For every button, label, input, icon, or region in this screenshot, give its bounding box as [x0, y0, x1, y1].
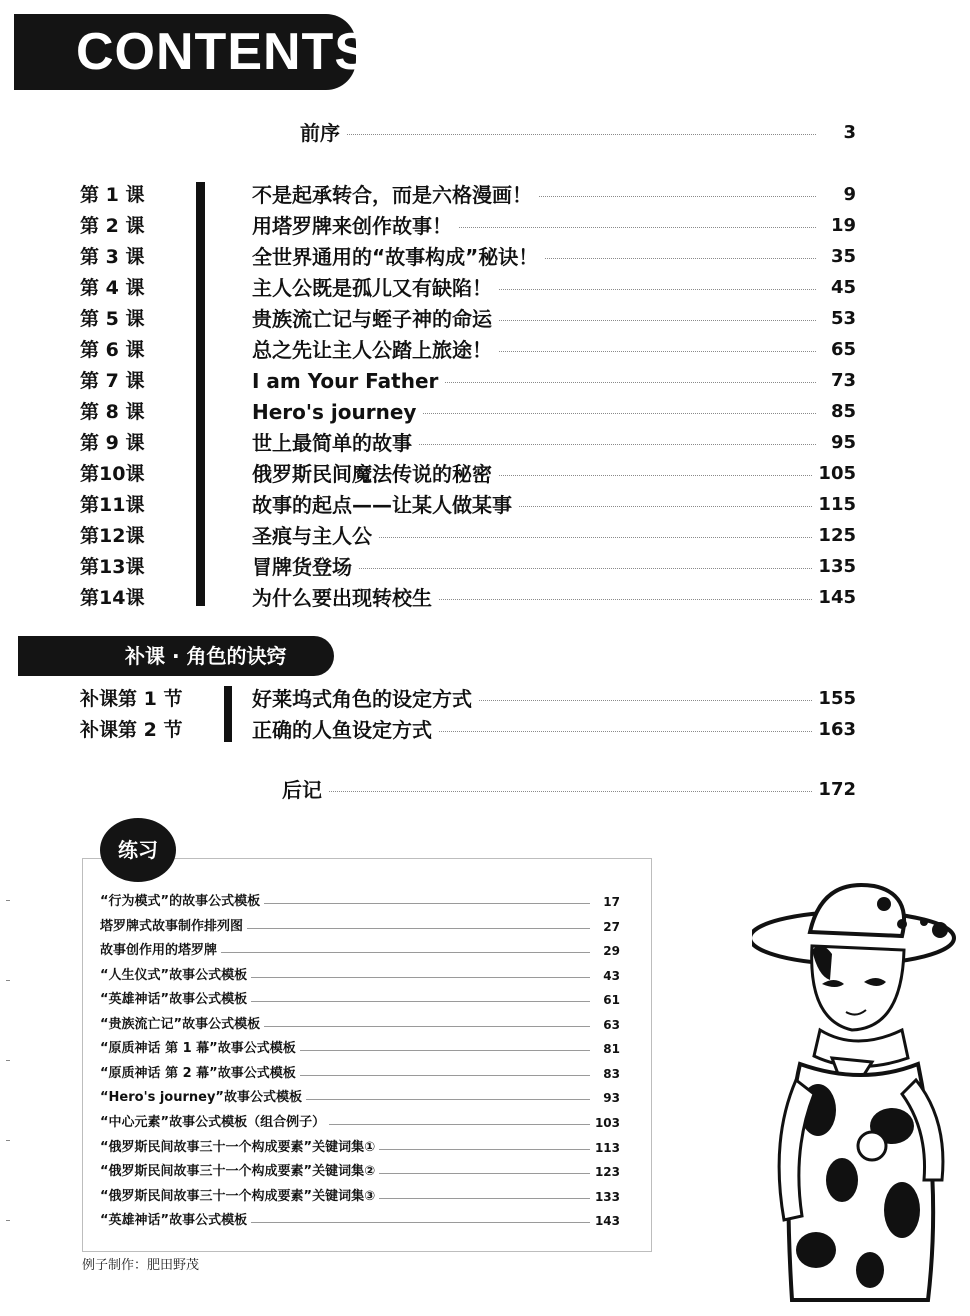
lesson-page: 45 [825, 273, 856, 303]
toc-lesson-row[interactable] [252, 397, 856, 427]
lesson-number: 第13课 [80, 556, 145, 578]
exercise-row[interactable] [100, 1112, 620, 1134]
lesson-number: 第14课 [80, 587, 145, 609]
exercise-title: “人生仪式”故事公式模板 [100, 965, 251, 987]
toc-lesson-row[interactable] [252, 335, 856, 365]
exercise-page: 81 [599, 1038, 620, 1060]
exercise-row[interactable] [100, 1014, 620, 1036]
dotted-leader [300, 134, 816, 135]
exercise-title: “俄罗斯民间故事三十一个构成要素”关键词集③ [100, 1186, 379, 1208]
toc-lesson-row[interactable] [252, 490, 856, 520]
lesson-page: 95 [825, 428, 856, 458]
toc-bonus-row[interactable] [252, 684, 856, 714]
lesson-number: 第 2 课 [80, 215, 145, 237]
bonus-number: 补课第 2 节 [80, 719, 183, 741]
exercise-page: 83 [599, 1063, 620, 1085]
lesson-title: I am Your Father [252, 366, 444, 396]
exercise-title: “贵族流亡记”故事公式模板 [100, 1014, 264, 1036]
lesson-title: 故事的起点——让某人做某事 [252, 490, 518, 520]
lesson-title: 贵族流亡记与蛭子神的命运 [252, 304, 498, 334]
exercise-row[interactable] [100, 1087, 620, 1109]
lesson-number: 第 6 课 [80, 339, 145, 361]
exercise-row[interactable] [100, 1137, 620, 1159]
lesson-title: 为什么要出现转校生 [252, 583, 438, 613]
dotted-leader [282, 791, 816, 792]
exercise-page: 103 [591, 1112, 620, 1134]
lesson-page: 65 [825, 335, 856, 365]
page-title: CONTENTS [76, 23, 370, 81]
toc-afterword-row[interactable] [282, 775, 856, 805]
lesson-number: 第12课 [80, 525, 145, 547]
edge-mark [6, 1140, 10, 1141]
lesson-page: 135 [812, 552, 856, 582]
toc-preface-row[interactable] [300, 118, 856, 148]
lesson-number: 第 5 课 [80, 308, 145, 330]
exercise-row[interactable] [100, 965, 620, 987]
edge-mark [6, 1060, 10, 1061]
edge-mark [6, 980, 10, 981]
bonus-title: 正确的人鱼设定方式 [252, 715, 438, 745]
lesson-title: 不是起承转合，而是六格漫画！ [252, 180, 538, 210]
lesson-title: 总之先让主人公踏上旅途！ [252, 335, 498, 365]
lesson-number: 第 3 课 [80, 246, 145, 268]
exercise-title: “原质神话 第 1 幕”故事公式模板 [100, 1038, 300, 1060]
exercise-title: “俄罗斯民间故事三十一个构成要素”关键词集② [100, 1161, 379, 1183]
lesson-page: 85 [825, 397, 856, 427]
lesson-title: Hero's journey [252, 397, 422, 427]
lesson-number: 第 9 课 [80, 432, 145, 454]
bonus-section-title: 补课 · 角色的诀窍 [125, 644, 287, 668]
exercises-title: 练习 [118, 838, 158, 862]
exercise-row[interactable] [100, 989, 620, 1011]
lesson-number: 第 8 课 [80, 401, 145, 423]
lesson-page: 73 [825, 366, 856, 396]
exercise-title: 塔罗牌式故事制作排列图 [100, 916, 247, 938]
toc-afterword-label: 后记 [282, 775, 328, 805]
toc-lesson-row[interactable] [252, 242, 856, 272]
bonus-page: 155 [812, 684, 856, 714]
exercise-title: “行为模式”的故事公式模板 [100, 891, 264, 913]
toc-lesson-row[interactable] [252, 180, 856, 210]
exercise-page: 143 [591, 1210, 620, 1232]
toc-lesson-row[interactable] [252, 583, 856, 613]
toc-preface-label: 前序 [300, 118, 346, 148]
toc-lesson-row[interactable] [252, 211, 856, 241]
lesson-number: 第 7 课 [80, 370, 145, 392]
exercise-title: 故事创作用的塔罗牌 [100, 940, 221, 962]
exercise-title: “中心元素”故事公式模板（组合例子） [100, 1112, 329, 1134]
toc-preface-page: 3 [837, 118, 856, 148]
bonus-divider-bar [224, 686, 232, 742]
exercise-page: 63 [599, 1014, 620, 1036]
lesson-title: 世上最简单的故事 [252, 428, 418, 458]
bonus-page: 163 [812, 715, 856, 745]
toc-afterword-page: 172 [812, 775, 856, 805]
exercise-page: 93 [599, 1087, 620, 1109]
exercise-title: “原质神话 第 2 幕”故事公式模板 [100, 1063, 300, 1085]
lesson-page: 125 [812, 521, 856, 551]
bonus-section-banner [18, 636, 334, 676]
lesson-title: 用塔罗牌来创作故事！ [252, 211, 458, 241]
exercise-title: “俄罗斯民间故事三十一个构成要素”关键词集① [100, 1137, 379, 1159]
mascot-illustration [752, 880, 966, 1310]
exercise-page: 123 [591, 1161, 620, 1183]
exercises-badge [100, 818, 176, 882]
exercise-row[interactable] [100, 1210, 620, 1232]
exercise-title: “英雄神话”故事公式模板 [100, 1210, 251, 1232]
bonus-title: 好莱坞式角色的设定方式 [252, 684, 478, 714]
example-credit: 例子制作：肥田野茂 [82, 1258, 200, 1273]
exercise-page: 29 [599, 940, 620, 962]
toc-bonus-row[interactable] [252, 715, 856, 745]
toc-lesson-row[interactable] [252, 552, 856, 582]
contents-banner [14, 14, 370, 90]
lesson-number: 第 1 课 [80, 184, 145, 206]
exercise-row[interactable] [100, 1161, 620, 1183]
bonus-number: 补课第 1 节 [80, 688, 183, 710]
toc-lesson-row[interactable] [252, 366, 856, 396]
lesson-page: 35 [825, 242, 856, 272]
exercise-row[interactable] [100, 891, 620, 913]
toc-lesson-row[interactable] [252, 521, 856, 551]
toc-lesson-row[interactable] [252, 428, 856, 458]
lesson-number: 第 4 课 [80, 277, 145, 299]
toc-lesson-row[interactable] [252, 304, 856, 334]
toc-lesson-row[interactable] [252, 459, 856, 489]
exercise-page: 27 [599, 916, 620, 938]
lesson-title: 圣痕与主人公 [252, 521, 378, 551]
exercise-page: 17 [599, 891, 620, 913]
exercise-page: 113 [591, 1137, 620, 1159]
lesson-page: 53 [825, 304, 856, 334]
exercise-row[interactable] [100, 1038, 620, 1060]
lesson-title: 主人公既是孤儿又有缺陷！ [252, 273, 498, 303]
exercise-page: 133 [591, 1186, 620, 1208]
lesson-page: 105 [812, 459, 856, 489]
edge-mark [6, 900, 10, 901]
lesson-page: 115 [812, 490, 856, 520]
lesson-page: 9 [837, 180, 856, 210]
lesson-page: 19 [825, 211, 856, 241]
exercise-row[interactable] [100, 1186, 620, 1208]
edge-mark [6, 1220, 10, 1221]
exercise-page: 43 [599, 965, 620, 987]
exercise-title: “英雄神话”故事公式模板 [100, 989, 251, 1011]
lesson-number: 第11课 [80, 494, 145, 516]
lessons-divider-bar [196, 182, 205, 606]
exercise-row[interactable] [100, 1063, 620, 1085]
exercise-title: “Hero's journey”故事公式模板 [100, 1087, 306, 1109]
exercise-row[interactable] [100, 916, 620, 938]
lesson-title: 冒牌货登场 [252, 552, 358, 582]
lesson-number: 第10课 [80, 463, 145, 485]
toc-lesson-row[interactable] [252, 273, 856, 303]
lesson-title: 全世界通用的“故事构成”秘诀！ [252, 242, 544, 272]
lesson-title: 俄罗斯民间魔法传说的秘密 [252, 459, 498, 489]
lesson-page: 145 [812, 583, 856, 613]
exercise-page: 61 [599, 989, 620, 1011]
exercise-row[interactable] [100, 940, 620, 962]
